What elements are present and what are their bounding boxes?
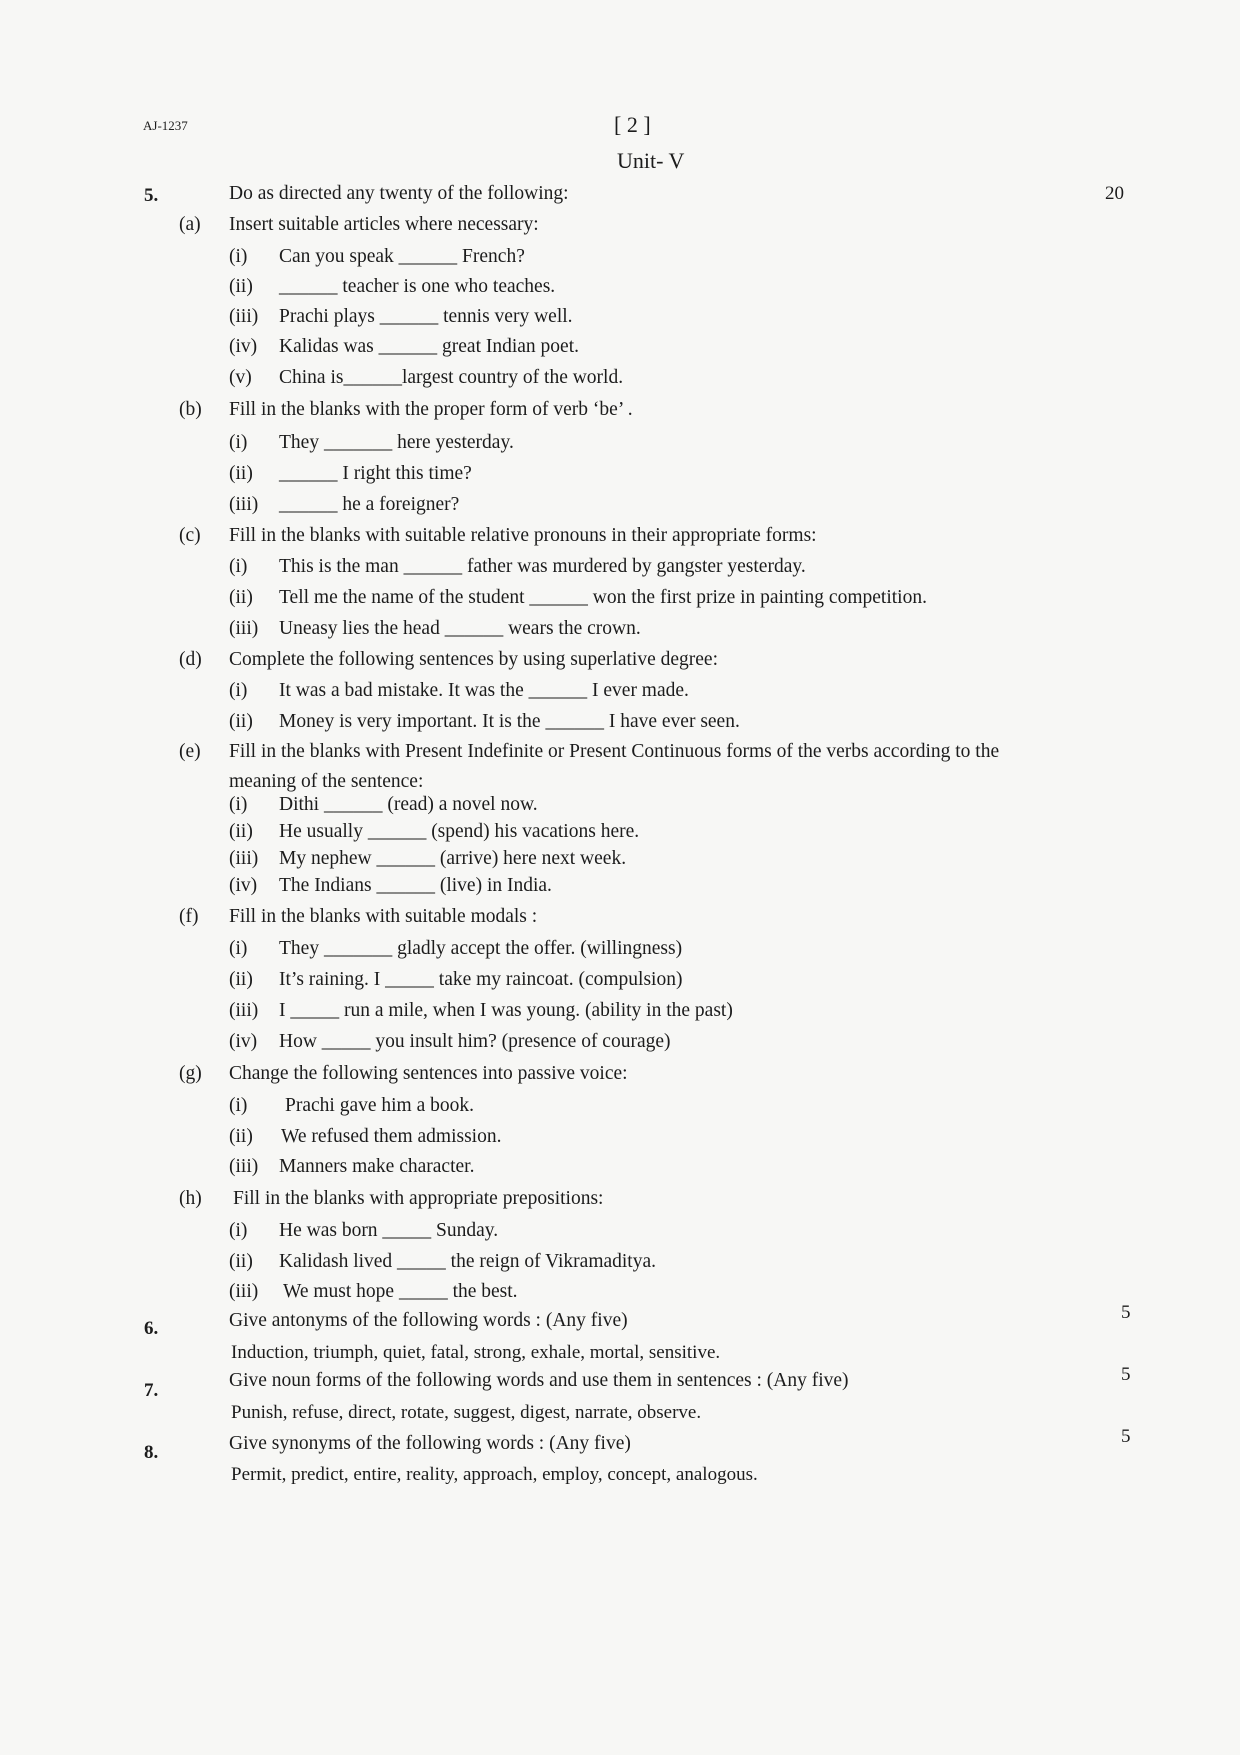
item-text: How _____ you insult him? (presence of courage) xyxy=(279,1031,671,1052)
question-instruction: Give synonyms of the following words : (Any five) xyxy=(229,1433,631,1454)
item-numeral: (ii) xyxy=(229,1126,253,1147)
item-numeral: (iii) xyxy=(229,1000,259,1021)
section-label: (g) xyxy=(179,1063,202,1084)
question-words: Punish, refuse, direct, rotate, suggest, digest, narrate, observe. xyxy=(231,1402,702,1423)
section-instruction: Fill in the blanks with Present Indefinite or Present Continuous forms of the verbs according to the xyxy=(229,741,1000,762)
item-numeral: (iii) xyxy=(229,1281,259,1302)
question-marks: 5 xyxy=(1121,1364,1131,1385)
section-label: (c) xyxy=(179,525,201,546)
item-text: The Indians ______ (live) in India. xyxy=(279,875,552,896)
item-numeral: (v) xyxy=(229,367,252,388)
question-instruction: Give antonyms of the following words : (Any five) xyxy=(229,1310,628,1331)
question-instruction: Give noun forms of the following words and use them in sentences : (Any five) xyxy=(229,1370,849,1391)
item-numeral: (iii) xyxy=(229,306,259,327)
item-numeral: (ii) xyxy=(229,276,253,297)
item-text: Prachi gave him a book. xyxy=(285,1095,474,1116)
item-text: My nephew ______ (arrive) here next week. xyxy=(279,848,627,869)
paper-code: AJ-1237 xyxy=(143,118,188,133)
item-text: They _______ gladly accept the offer. (willingness) xyxy=(279,938,683,959)
section-instruction: Fill in the blanks with suitable modals : xyxy=(229,906,538,927)
question-number: 7. xyxy=(144,1380,159,1401)
item-text: Tell me the name of the student ______ won the first prize in painting competition. xyxy=(279,587,927,608)
question-marks: 5 xyxy=(1121,1426,1131,1447)
item-text: It was a bad mistake. It was the ______ I ever made. xyxy=(279,680,689,701)
section-label: (b) xyxy=(179,399,202,420)
section-label: (h) xyxy=(179,1188,202,1209)
section-instruction: Fill in the blanks with appropriate prepositions: xyxy=(233,1188,604,1209)
question-marks: 20 xyxy=(1105,183,1124,204)
item-text: Money is very important. It is the ______ I have ever seen. xyxy=(279,711,740,732)
item-text: Kalidas was ______ great Indian poet. xyxy=(279,336,580,357)
item-text: Kalidash lived _____ the reign of Vikramaditya. xyxy=(279,1251,657,1272)
item-text: He was born _____ Sunday. xyxy=(279,1220,499,1241)
section-label: (a) xyxy=(179,214,201,235)
item-numeral: (iv) xyxy=(229,875,258,896)
item-numeral: (ii) xyxy=(229,1251,253,1272)
item-numeral: (iii) xyxy=(229,1156,259,1177)
section-instruction: Complete the following sentences by using superlative degree: xyxy=(229,649,718,670)
item-numeral: (iv) xyxy=(229,1031,258,1052)
section-label: (f) xyxy=(179,906,199,927)
item-numeral: (i) xyxy=(229,794,248,815)
item-text: China is______largest country of the world. xyxy=(279,367,624,388)
question-marks: 5 xyxy=(1121,1302,1131,1323)
item-numeral: (iii) xyxy=(229,618,259,639)
item-numeral: (i) xyxy=(229,432,248,453)
item-numeral: (ii) xyxy=(229,587,253,608)
question-number: 6. xyxy=(144,1318,159,1339)
item-numeral: (i) xyxy=(229,1095,248,1116)
item-text: Can you speak ______ French? xyxy=(279,246,525,267)
question-words: Induction, triumph, quiet, fatal, strong, exhale, mortal, sensitive. xyxy=(231,1342,721,1363)
item-text: Prachi plays ______ tennis very well. xyxy=(279,306,573,327)
section-instruction: Fill in the blanks with suitable relative pronouns in their appropriate forms: xyxy=(229,525,817,546)
section-instruction: Insert suitable articles where necessary: xyxy=(229,214,539,235)
question-number: 8. xyxy=(144,1442,159,1463)
item-text: They _______ here yesterday. xyxy=(279,432,514,453)
item-text: Uneasy lies the head ______ wears the crown. xyxy=(279,618,641,639)
item-text: I _____ run a mile, when I was young. (ability in the past) xyxy=(279,1000,733,1021)
item-numeral: (i) xyxy=(229,246,248,267)
item-numeral: (i) xyxy=(229,938,248,959)
item-text: This is the man ______ father was murdered by gangster yesterday. xyxy=(279,556,806,577)
item-numeral: (i) xyxy=(229,1220,248,1241)
item-text: ______ he a foreigner? xyxy=(279,494,460,515)
section-instruction: Change the following sentences into passive voice: xyxy=(229,1063,628,1084)
item-text: He usually ______ (spend) his vacations here. xyxy=(279,821,640,842)
item-numeral: (i) xyxy=(229,680,248,701)
item-numeral: (iii) xyxy=(229,494,259,515)
item-numeral: (i) xyxy=(229,556,248,577)
item-numeral: (iii) xyxy=(229,848,259,869)
item-numeral: (ii) xyxy=(229,821,253,842)
item-text: Manners make character. xyxy=(279,1156,475,1177)
item-text: ______ teacher is one who teaches. xyxy=(279,276,556,297)
item-numeral: (ii) xyxy=(229,969,253,990)
item-numeral: (ii) xyxy=(229,711,253,732)
item-numeral: (ii) xyxy=(229,463,253,484)
section-label: (d) xyxy=(179,649,202,670)
question-number: 5. xyxy=(144,185,159,206)
item-text: We must hope _____ the best. xyxy=(283,1281,518,1302)
item-text: Dithi ______ (read) a novel now. xyxy=(279,794,538,815)
item-numeral: (iv) xyxy=(229,336,258,357)
section-label: (e) xyxy=(179,741,201,762)
question-instruction: Do as directed any twenty of the following: xyxy=(229,183,569,204)
page-number: [ 2 ] xyxy=(614,112,651,137)
section-instruction: Fill in the blanks with the proper form of verb ‘be’ . xyxy=(229,399,633,420)
question-words: Permit, predict, entire, reality, approach, employ, concept, analogous. xyxy=(231,1464,758,1485)
section-instruction-continued: meaning of the sentence: xyxy=(229,771,424,792)
item-text: We refused them admission. xyxy=(281,1126,502,1147)
item-text: It’s raining. I _____ take my raincoat. (compulsion) xyxy=(279,969,683,990)
item-text: ______ I right this time? xyxy=(279,463,472,484)
unit-title: Unit- V xyxy=(617,148,685,173)
